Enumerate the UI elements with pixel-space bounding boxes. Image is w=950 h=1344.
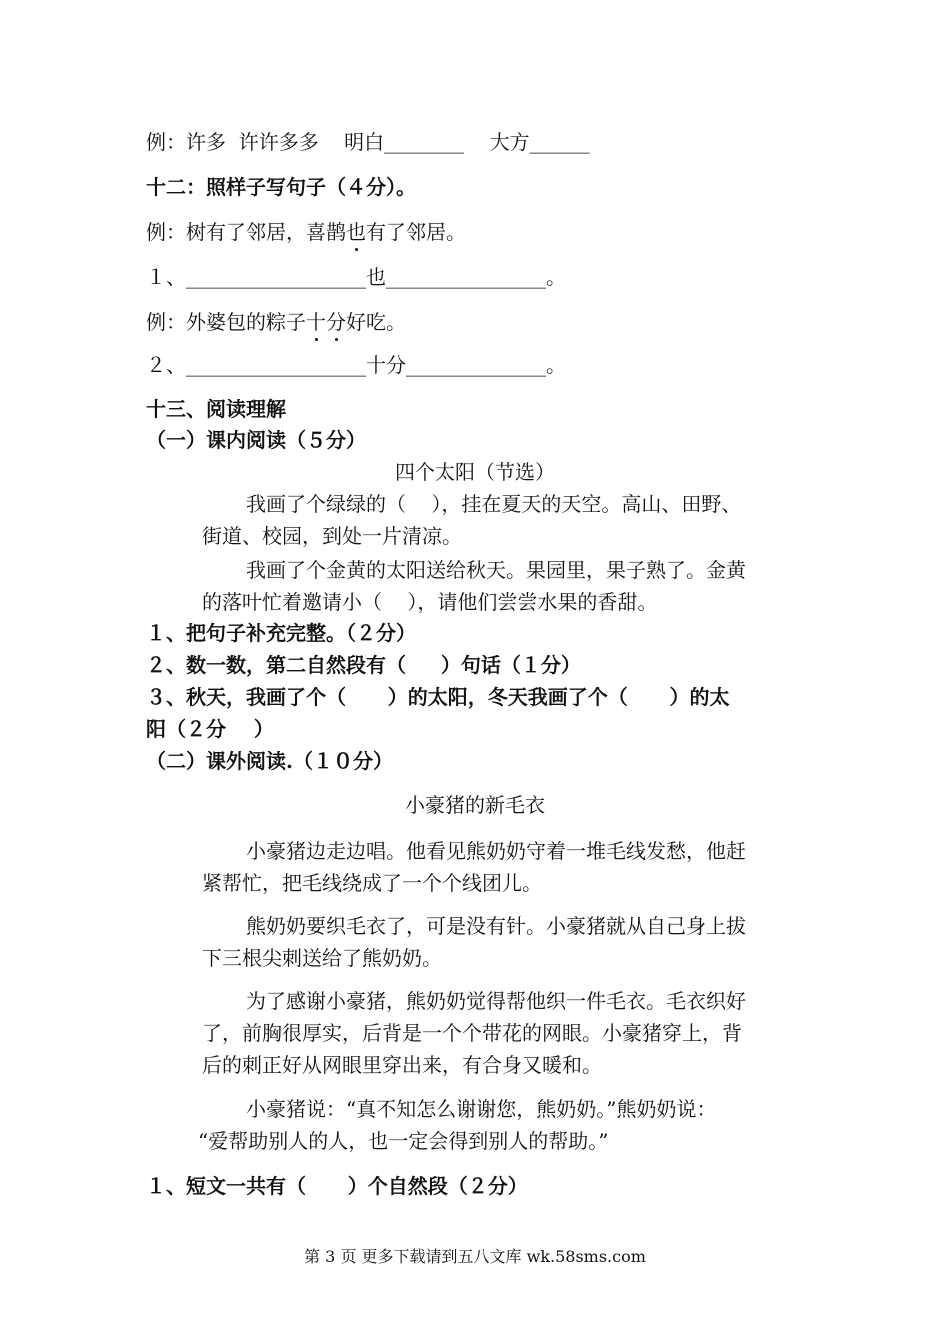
question: ２、数一数，第二自然段有（ ）句话（１分） <box>146 653 581 677</box>
question-continued: 阳（２分 ） <box>146 717 274 741</box>
passage-2-title: 小豪猪的新毛衣 <box>405 793 545 817</box>
section-13-title: 十三、阅读理解 <box>146 397 286 421</box>
part-1-title: （一）课内阅读（５分） <box>146 428 366 452</box>
passage-2-line: 了，前胸很厚实，后背是一个个带花的网眼。小豪猪穿上，背 <box>202 1021 742 1045</box>
question: ３、秋天，我画了个（ ）的太阳，冬天我画了个（ ）的太 <box>146 685 730 709</box>
question: １、短文一共有（ ）个自然段（２分） <box>146 1174 528 1198</box>
example-words: 例：许多 许许多多 明白________ 大方______ <box>146 130 590 154</box>
passage-2-line: 后的刺正好从网眼里穿出来，有合身又暖和。 <box>202 1053 602 1077</box>
passage-2-line: 下三根尖刺送给了熊奶奶。 <box>202 946 442 970</box>
passage-1-line: 的落叶忙着邀请小（ ），请他们尝尝水果的香甜。 <box>202 590 658 614</box>
passage-2-line: 小豪猪说：“真不知怎么谢谢您，熊奶奶。”熊奶奶说： <box>246 1097 717 1121</box>
passage-2-line: 为了感谢小豪猪，熊奶奶觉得帮他织一件毛衣。毛衣织好 <box>246 989 746 1013</box>
fill-sentence-2: ２、__________________十分______________。 <box>146 353 566 377</box>
passage-1-line: 街道、校园，到处一片清凉。 <box>202 524 462 548</box>
passage-2-line: “爱帮助别人的人，也一定会得到别人的帮助。” <box>198 1129 609 1153</box>
fill-sentence-1: １、__________________也________________。 <box>146 265 566 289</box>
passage-2-line: 小豪猪边走边唱。他看见熊奶奶守着一堆毛线发愁，他赶 <box>246 839 746 863</box>
passage-2-line: 紧帮忙，把毛线绕成了一个个线团儿。 <box>202 871 542 895</box>
page-footer: 第 3 页 更多下载请到五八文库 wk.58sms.com <box>304 1247 646 1266</box>
dotted-char: 也 <box>346 220 366 244</box>
passage-1-line: 我画了个金黄的太阳送给秋天。果园里，果子熟了。金黄 <box>246 558 746 582</box>
question: １、把句子补充完整。（２分） <box>146 621 416 645</box>
section-12-title: 十二：照样子写句子（４分）。 <box>146 175 416 199</box>
passage-1-title: 四个太阳（节选） <box>395 460 555 484</box>
passage-1-line: 我画了个绿绿的（ ），挂在夏天的天空。高山、田野、 <box>246 492 742 516</box>
passage-2-line: 熊奶奶要织毛衣了，可是没有针。小豪猪就从自己身上拔 <box>246 914 746 938</box>
example-sentence-1: 例：树有了邻居，喜鹊也有了邻居。 <box>146 220 466 244</box>
dotted-char: 分 <box>326 310 346 334</box>
dotted-char: 十 <box>306 310 326 334</box>
example-sentence-2: 例：外婆包的粽子十分好吃。 <box>146 310 406 334</box>
part-2-title: （二）课外阅读.（１０分） <box>146 749 393 773</box>
